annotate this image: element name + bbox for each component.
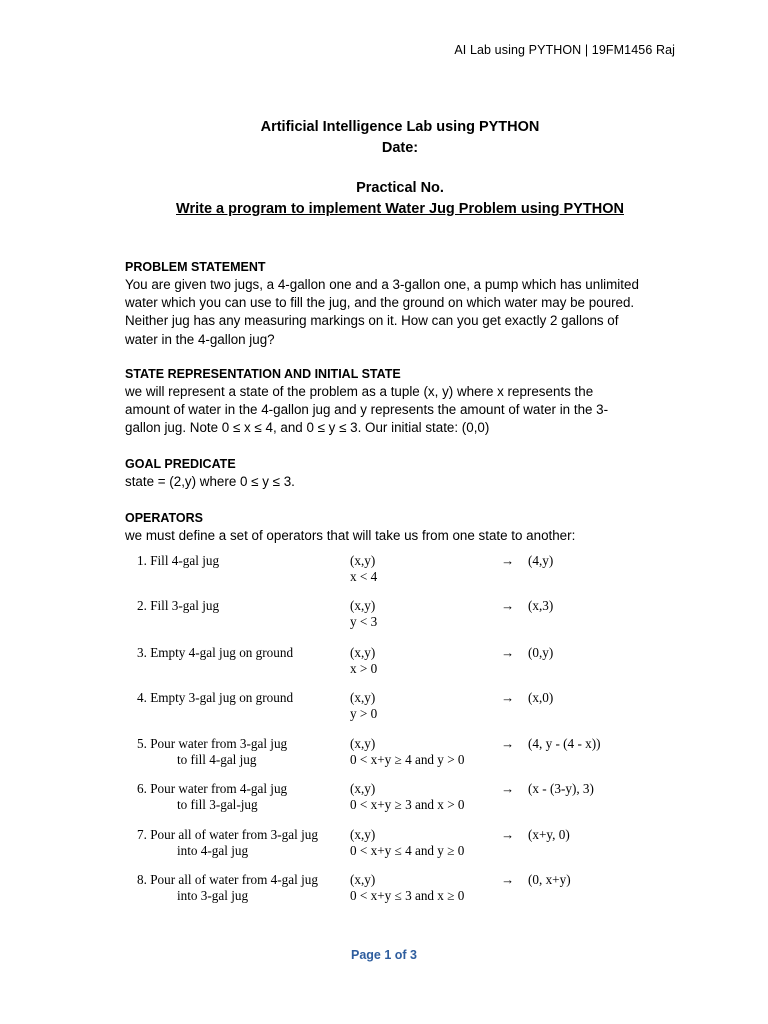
operator-result: (4, y - (4 - x)) [528,736,601,751]
right-arrow-icon: → [501,598,515,613]
operator-result: (0,y) [528,645,554,660]
date-label: Date: [381,140,419,156]
operator-precondition: x < 4 [350,568,378,584]
right-arrow-icon: → [501,645,515,660]
operator-name-line: into 4-gal jug [177,842,249,858]
paragraph-line: we must define a set of operators that will take us from one state to another: [125,528,576,543]
operator-precondition: 0 < x+y ≥ 3 and x > 0 [350,796,465,812]
section-heading: STATE REPRESENTATION AND INITIAL STATE [125,367,401,381]
operator-name-line: to fill 3-gal-jug [177,796,258,812]
section-heading: OPERATORS [125,511,204,525]
operator-precondition: x > 0 [350,660,378,676]
operator-precondition: 0 < x+y ≥ 4 and y > 0 [350,751,465,767]
operator-name-line: 7. Pour all of water from 3-gal jug [137,827,318,842]
operator-result: (x+y, 0) [528,827,570,842]
right-arrow-icon: → [501,690,515,705]
operator-state: (x,y) [350,781,376,796]
paragraph-line: Neither jug has any measuring markings on it. How can you get exactly 2 gallons of [125,313,619,329]
right-arrow-icon: → [501,736,515,751]
right-arrow-icon: → [501,781,515,796]
operator-state: (x,y) [350,598,376,613]
operator-name [137,736,342,767]
operator-name-line: 3. Empty 4-gal jug on ground [137,645,294,660]
operator-result: (x,0) [528,690,554,705]
operator-result: (x - (3-y), 3) [528,781,594,796]
operator-precondition: 0 < x+y ≤ 4 and y ≥ 0 [350,842,465,858]
operator-name [137,553,342,569]
page-number: Page 1 of 3 [351,948,417,962]
operator-name-line: into 3-gal jug [177,887,249,903]
operator-state: (x,y) [350,872,376,887]
operator-name [137,827,342,858]
operator-condition [350,736,500,767]
operator-condition [350,781,500,812]
title-block [0,117,768,220]
operator-name [137,598,342,614]
operator-result: (0, x+y) [528,872,571,887]
paragraph-line: gallon jug. Note 0 ≤ x ≤ 4, and 0 ≤ y ≤ 3. Our initial state: (0,0) [125,420,490,436]
paragraph-line: water which you can use to fill the jug, and the ground on which water may be poured. [125,295,635,311]
paragraph-line: You are given two jugs, a 4-gallon one and a 3-gallon one, a pump which has unlimited [125,277,639,292]
operator-precondition: 0 < x+y ≤ 3 and x ≥ 0 [350,887,465,903]
practical-task-title: Write a program to implement Water Jug Problem using PYTHON [176,201,624,217]
paragraph-line: we will represent a state of the problem as a tuple (x, y) where x represents the [125,384,594,399]
operator-precondition: y < 3 [350,613,378,629]
operator-name-line: 6. Pour water from 4-gal jug [137,781,288,796]
operator-result: (4,y) [528,553,554,568]
operators-section [125,509,685,545]
operator-name-line: 2. Fill 3-gal jug [137,598,220,613]
operator-name-line: 5. Pour water from 3-gal jug [137,736,288,751]
operator-state: (x,y) [350,553,376,568]
paragraph-line: state = (2,y) where 0 ≤ y ≤ 3. [125,474,295,489]
right-arrow-icon: → [501,872,515,887]
operator-condition [350,553,500,584]
problem-statement-section [125,258,685,349]
right-arrow-icon: → [501,553,515,568]
lab-title: Artificial Intelligence Lab using PYTHON [260,119,540,135]
operator-state: (x,y) [350,690,376,705]
operator-state: (x,y) [350,736,376,751]
operator-name [137,781,342,812]
right-arrow-icon: → [501,827,515,842]
operator-condition [350,598,500,629]
goal-predicate-section [125,455,685,491]
operator-name-line: to fill 4-gal jug [177,751,257,767]
operator-name [137,690,342,706]
operator-condition [350,690,500,721]
operator-state: (x,y) [350,827,376,842]
paragraph-line: amount of water in the 4-gallon jug and y represents the amount of water in the 3- [125,402,609,418]
running-header: AI Lab using PYTHON | 19FM1456 Raj [454,43,675,57]
operator-precondition: y > 0 [350,705,378,721]
operator-name [137,872,342,903]
operator-condition [350,827,500,858]
section-heading: PROBLEM STATEMENT [125,260,266,274]
section-heading: GOAL PREDICATE [125,457,236,471]
practical-number: Practical No. [356,180,444,196]
operator-name-line: 8. Pour all of water from 4-gal jug [137,872,318,887]
operator-name [137,645,342,661]
operator-condition [350,645,500,676]
operator-result: (x,3) [528,598,554,613]
state-representation-section [125,365,685,438]
paragraph-line: water in the 4-gallon jug? [125,331,275,347]
operator-name-line: 1. Fill 4-gal jug [137,553,220,568]
operator-state: (x,y) [350,645,376,660]
operator-name-line: 4. Empty 3-gal jug on ground [137,690,294,705]
operator-condition [350,872,500,903]
